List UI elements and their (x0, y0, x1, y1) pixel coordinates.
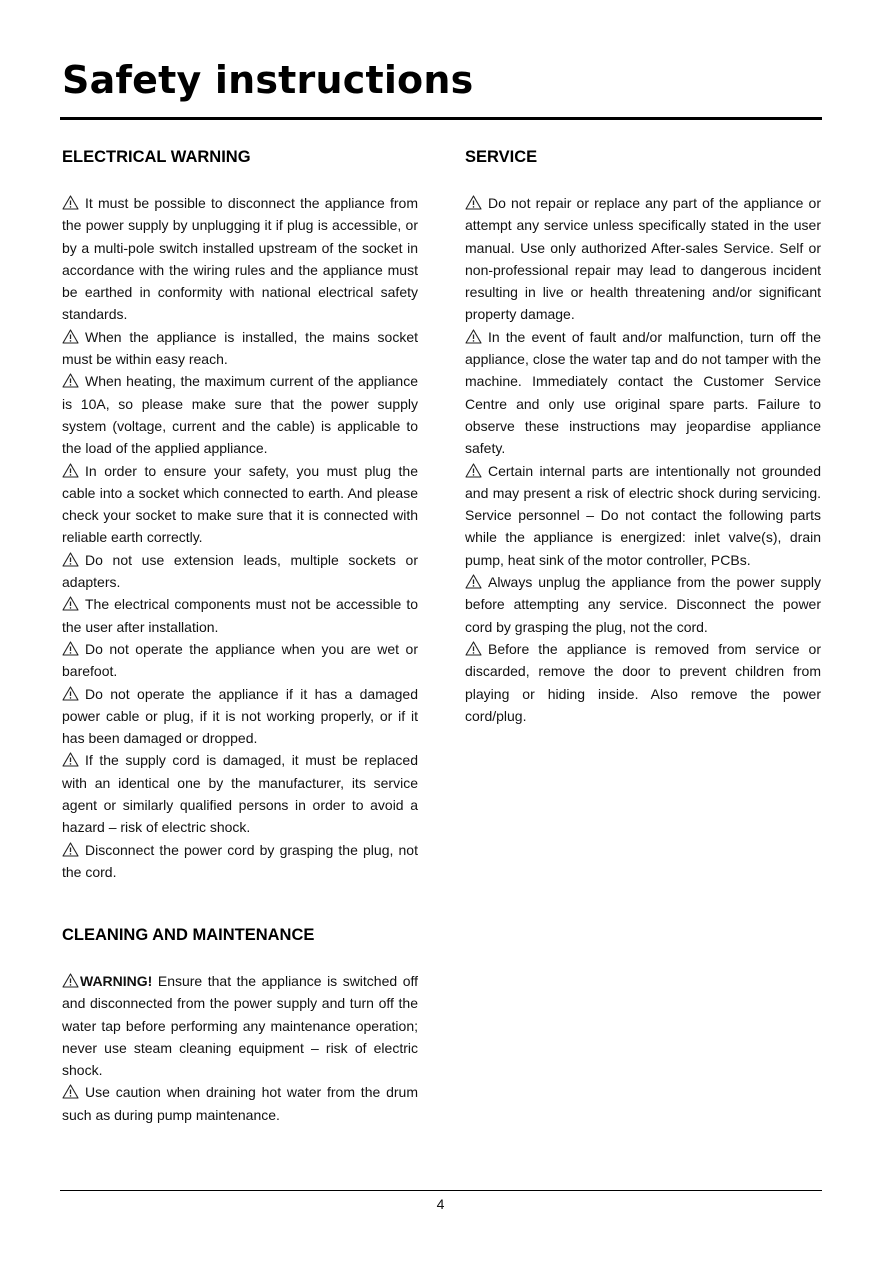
electrical-item: When heating, the maximum current of the appliance is 10A, so please make sure that the power supply system (voltage, current and the cable) is applicable to the load of the applied appliance. (62, 373, 418, 457)
electrical-item: Do not operate the appliance if it has a damaged power cable or plug, if it is not working properly, or if it has been damaged or dropped. (62, 685, 418, 747)
warning-text: Ensure that the appliance is switched off and disconnected from the power supply and turn off the water tap before performing any maintenance operation; never use steam cleaning equipment – risk of electric shock. (62, 973, 419, 1079)
electrical-item: If the supply cord is damaged, it must be replaced with an identical one by the manufacturer, its service agent or similarly qualified persons in order to avoid a hazard – risk of electric shock. (62, 752, 418, 836)
warning-triangle-icon (465, 641, 482, 656)
warning-triangle-icon (465, 574, 482, 589)
warning-triangle-icon (62, 329, 79, 344)
warning-triangle-icon (465, 195, 482, 210)
warning-triangle-icon (62, 641, 79, 656)
service-item: In the event of fault and/or malfunction, turn off the appliance, close the water tap and do not tamper with the machine. Immediately contact the Customer Service Centre and only use original spare parts. Failure to observe these instructions may jeopardise appliance safety. (465, 328, 821, 457)
service-item: Before the appliance is removed from service or discarded, remove the door to prevent children from playing or hiding inside. Also remove the power cord/plug. (465, 640, 821, 724)
warning-triangle-icon (62, 973, 79, 988)
service-heading: SERVICE (465, 148, 538, 166)
electrical-item: When the appliance is installed, the mains socket must be within easy reach. (62, 328, 418, 368)
cleaning-warning-item (62, 970, 418, 1081)
warning-triangle-icon (62, 195, 79, 210)
service-item: Do not repair or replace any part of the appliance or attempt any service unless specifically stated in the user manual. Use only authorized After-sales Service. Self or non-professional repair may lead to dangerous incident resulting in live or health threatening and/or significant property damage. (465, 195, 821, 323)
electrical-item: The electrical components must not be accessible to the user after installation. (62, 596, 418, 635)
warning-triangle-icon (62, 686, 79, 701)
cleaning-maintenance-heading: CLEANING AND MAINTENANCE (62, 926, 315, 944)
footer-divider (60, 1190, 822, 1191)
electrical-item: It must be possible to disconnect the appliance from the power supply by unplugging it if plug is accessible, or by a multi-pole switch installed upstream of the socket in accordance with the wiring rules and the appliance must be earthed in conformity with national electrical safety standards. (62, 195, 418, 323)
service-item: Certain internal parts are intentionally not grounded and may present a risk of electric shock during servicing. Service personnel – Do not contact the following parts while the appliance is energized: inlet valve(s), drain pump, heat sink of the motor controller, PCBs. (465, 462, 821, 568)
service-section (465, 146, 821, 727)
electrical-item: In order to ensure your safety, you must plug the cable into a socket which connected to earth. And please check your socket to make sure that it is connected with reliable earth correctly. (62, 462, 418, 546)
warning-triangle-icon (62, 552, 79, 567)
page-title: Safety instructions (62, 58, 474, 102)
electrical-item: Do not operate the appliance when you are wet or barefoot. (62, 640, 418, 680)
title-divider (60, 117, 822, 120)
warning-label: WARNING! (80, 973, 153, 989)
warning-triangle-icon (62, 463, 79, 478)
page-number: 4 (436, 1196, 445, 1212)
cleaning-maintenance-list (62, 970, 418, 1126)
electrical-item: Do not use extension leads, multiple sockets or adapters. (62, 551, 418, 591)
warning-triangle-icon (465, 329, 482, 344)
warning-triangle-icon (62, 752, 79, 767)
electrical-warning-section (62, 146, 418, 883)
warning-triangle-icon (465, 463, 482, 478)
warning-triangle-icon (62, 373, 79, 388)
electrical-item: Disconnect the power cord by grasping the plug, not the cord. (62, 841, 418, 880)
service-list (465, 192, 821, 727)
warning-triangle-icon (62, 842, 79, 857)
warning-triangle-icon (62, 596, 79, 611)
warning-triangle-icon (62, 1084, 79, 1099)
electrical-warning-heading: ELECTRICAL WARNING (62, 148, 251, 166)
cleaning-maintenance-section (62, 924, 418, 1126)
service-item: Always unplug the appliance from the power supply before attempting any service. Disconnect the power cord by grasping the plug, not the cord. (465, 574, 821, 635)
cleaning-item: Use caution when draining hot water from the drum such as during pump maintenance. (62, 1084, 418, 1123)
electrical-warning-list (62, 192, 418, 883)
